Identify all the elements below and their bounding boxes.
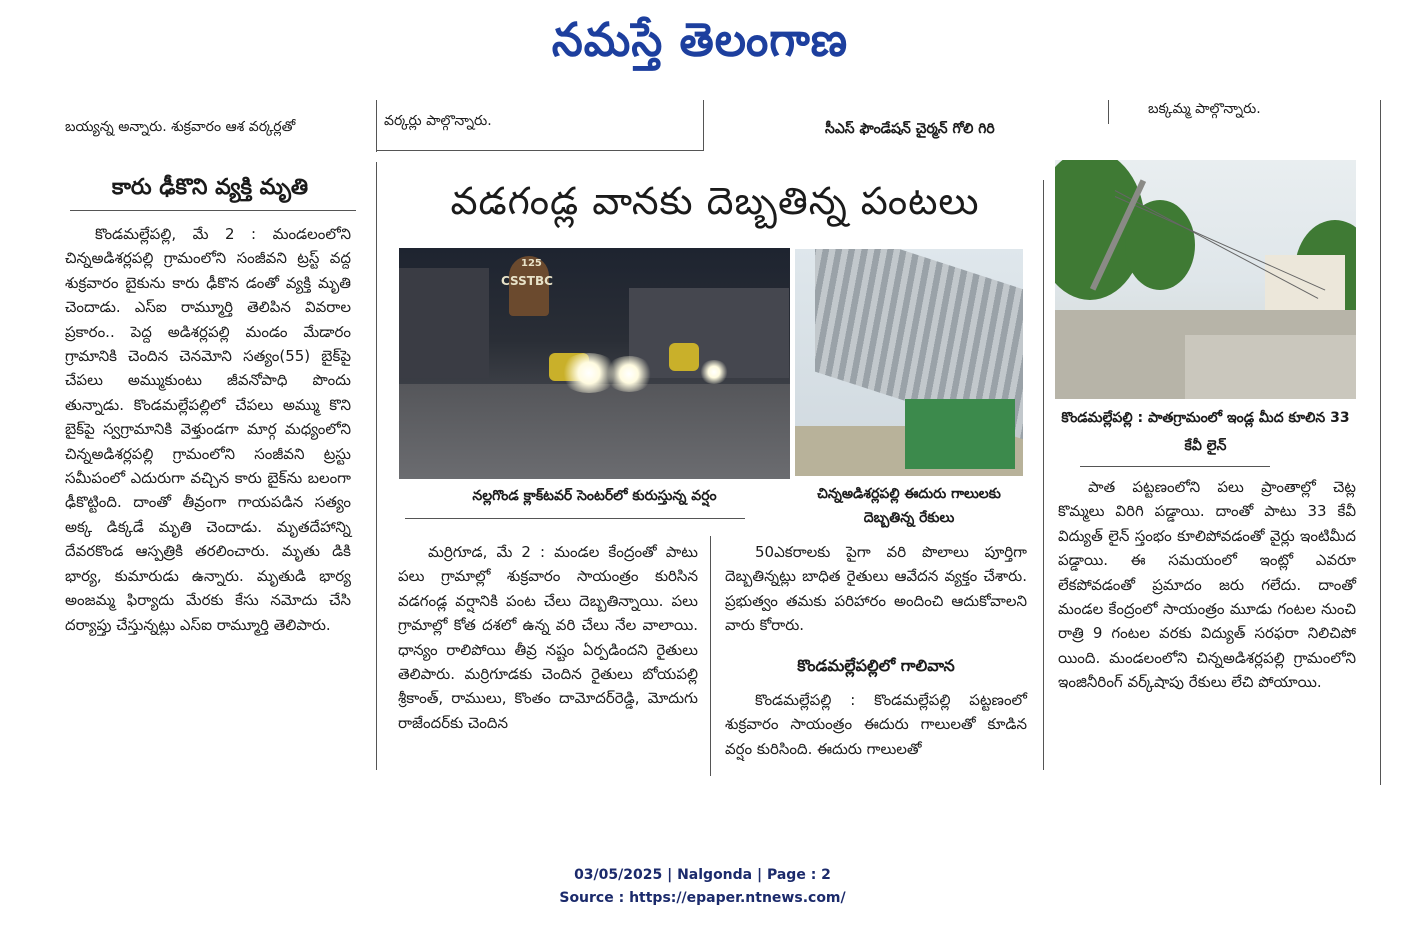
main-story-col-b: 50ఎకరాలకు పైగా వరి పొలాలు పూర్తిగా దెబ్బతిన్నట్లు బాధిత రైతులు ఆవేదన వ్యక్తం చేశారు. ప్రభుత్వం తమకు పరిహారం అందించి ఆదుకోవాలని వారు కోరారు.: [725, 543, 1027, 635]
main-story-headline: వడగండ్ల వానకు దెబ్బతిన్న పంటలు: [450, 179, 980, 223]
photo-number: 125: [521, 258, 542, 269]
footer-source-link[interactable]: Source : https://epaper.ntnews.com/: [559, 890, 846, 906]
column-divider: [710, 536, 711, 776]
headline-rule: [70, 210, 356, 211]
top-strip-text-2: వర్కర్లు పాల్గొన్నారు.: [384, 113, 492, 129]
right-story-body: పాత పట్టణంలోని పలు ప్రాంతాల్లో చెట్ల కొమ్మలు విరిగి పడ్డాయి. దాంతో పాటు 33 కేవీ విద్యుత్ లైన్ స్తంభం కూలిపోవడంతో వైర్లు ఇంటిమీద పడ్డాయి. ఈ సమయంలో ఇంట్లో ఎవరూ లేకపోవడంతో ప్రమాదం జరు గలేదు. దాంతో మండల కేంద్రంలో సాయంత్రం మూడు గంటల నుంచి రాత్రి 9 గంటల వరకు విద్యుత్ సరఫరా నిలిచిపో యింది. మండలంలోని చిన్నఅడిశర్లపల్లి గ్రామంలోని ఇంజినీరింగ్ వర్క్‌షాపు రేకులు లేచి పోయాయి.: [1058, 478, 1356, 692]
photo2-caption: చిన్నఅడిశర్లపల్లి ఈదురు గాలులకు దెబ్బతిన్న రేకులు: [817, 486, 1001, 526]
caption-rule: [1080, 466, 1270, 467]
photo-sign: CSSTBC: [501, 274, 553, 288]
column-divider: [376, 100, 377, 152]
top-strip-text-1: బయ్యన్న అన్నారు. శుక్రవారం ఆశ వర్కర్లతో: [65, 119, 296, 135]
right-photo-caption: కొండమల్లేపల్లి : పాతగ్రామంలో ఇండ్ల మీద కూలిన 33 కేవీ లైన్: [1061, 410, 1350, 454]
column-divider: [1043, 180, 1044, 770]
damaged-roof-sheets-photo: [795, 249, 1023, 476]
left-story-headline: కారు ఢీకొని వ్యక్తి మృతి: [111, 175, 309, 200]
top-strip-text-4: బక్కమ్మ పాల్గొన్నారు.: [1148, 101, 1261, 117]
clock-tower-night-photo: [399, 248, 790, 479]
column-divider: [1108, 100, 1109, 124]
top-strip-text-3: సీఎస్ ఫౌండేషన్ చైర్మన్ గోలి గిరి: [825, 121, 995, 137]
page-edge-rule: [1380, 100, 1381, 785]
footer-edition-line: 03/05/2025 | Nalgonda | Page : 2: [574, 867, 831, 883]
column-divider: [703, 100, 704, 150]
fallen-power-line-photo: [1055, 160, 1356, 399]
column-divider: [376, 162, 377, 770]
caption-rule: [405, 518, 745, 519]
main-story-subhead: కొండమల్లేపల్లిలో గాలివాన: [797, 656, 955, 675]
main-story-col-a: మర్రిగూడ, మే 2 : మండల కేంద్రంతో పాటు పలు గ్రామాల్లో శుక్రవారం సాయంత్రం కురిసిన వడగండ్ల వర్షానికి పంట చేలు దెబ్బతిన్నాయి. పలు గ్రామాల్లో కోత దశలో ఉన్న వరి చేలు నేల వాలాయి. ధాన్యం రాలిపోయి తీవ్ర నష్టం ఏర్పడిందని రైతులు తెలిపారు. మర్రిగూడకు చెందిన రైతులు బోయపల్లి శ్రీకాంత్, రాములు, కొంతం దామోదర్‌రెడ్డి, మోదుగు రాజేందర్‌కు చెందిన: [398, 543, 698, 732]
rule: [376, 150, 704, 151]
left-story-body: కొండమల్లేపల్లి, మే 2 : మండలంలోని చిన్నఅడిశర్లపల్లి గ్రామంలోని సంజీవని ట్రస్ట్ వద్ద శుక్రవారం బైకును కారు ఢీకొన డంతో వ్యక్తి మృతి చెందాడు. ఎస్ఐ రామ్మూర్తి తెలిపిన వివరాల ప్రకారం.. పెద్ద అడిశర్లపల్లి మండం మేడారం గ్రామానికి చెందిన చెనమోని సత్యం(55) బైక్‌పై చేపలు అమ్ముకుంటు జీవనోపాధి పొందు తున్నాడు. కొండమల్లేపల్లిలో చేపలు అమ్ము కొని బైక్‌పై స్వగ్రామానికి వెళ్తుండగా మార్గ మధ్యంలోని చిన్నఅడిశర్లపల్లి గ్రామంలోని సంజీవని ట్రస్టు సమీపంలో ఎదురుగా వచ్చిన కారు బైక్‌ను బలంగా ఢీకొట్టింది. దాంతో తీవ్రంగా గాయపడిన సత్యం అక్క డిక్కడే మృతి చెందాడు. మృతదేహాన్ని దేవరకొండ ఆస్పత్రికి తరలించారు. మృతు డికి భార్య, కుమారుడు ఉన్నారు. మృతుడి భార్య అంజమ్మ ఫిర్యాదు మేరకు కేసు నమోదు చేసి దర్యాప్తు చేస్తున్నట్లు ఎస్ఐ రామ్మూర్తి తెలిపారు.: [65, 225, 351, 634]
photo1-caption: నల్లగొండ క్లాక్‌టవర్ సెంటర్‌లో కురుస్తున్న వర్షం: [472, 488, 717, 504]
masthead-logo: నమస్తే తెలంగాణ: [551, 13, 849, 68]
main-story-col-b2: కొండమల్లేపల్లి : కొండమల్లేపల్లి పట్టణంలో శుక్రవారం సాయంత్రం ఈదురు గాలులతో కూడిన వర్షం కురిసింది. ఈదురు గాలులతో: [725, 691, 1027, 758]
